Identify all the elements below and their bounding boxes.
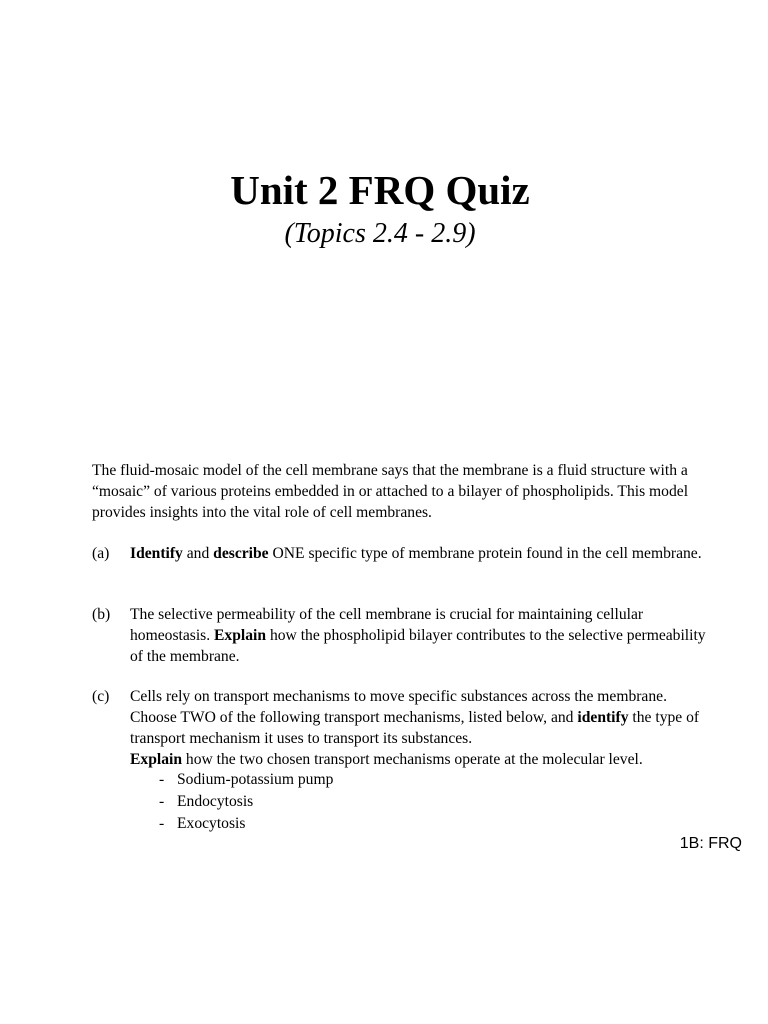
question-b-text-part1: The selective permeability of the cell membrane is crucial for maintaining cellular homeostasis.	[130, 606, 644, 644]
question-c-keyword-identify: identify	[577, 709, 629, 726]
question-a-label: (a)	[92, 545, 110, 562]
question-a	[92, 543, 712, 564]
transport-mechanism-list	[159, 769, 333, 835]
mechanism-endocytosis: Endocytosis	[177, 793, 254, 810]
list-item	[159, 769, 333, 791]
page-subtitle: (Topics 2.4 - 2.9)	[284, 218, 476, 249]
question-a-keyword-identify: Identify	[130, 545, 183, 562]
page-title: Unit 2 FRQ Quiz	[230, 167, 530, 213]
list-item	[159, 813, 333, 835]
question-c-text-part2: the type of transport mechanism it uses to transport its substances.	[130, 709, 700, 747]
question-c-text-part3: how the two chosen transport mechanisms operate at the molecular level.	[182, 751, 643, 768]
question-c-text	[130, 686, 712, 770]
question-a-text-part2: ONE specific type of membrane protein found in the cell membrane.	[268, 545, 702, 562]
question-b-keyword-explain: Explain	[214, 627, 267, 644]
list-bullet: -	[159, 815, 165, 832]
question-a-keyword-describe: describe	[213, 545, 269, 562]
question-c-text-part1: Cells rely on transport mechanisms to move specific substances across the membrane. Choose TWO of the following transport mechanisms, listed below, and	[130, 688, 667, 726]
question-b-text-part2: how the phospholipid bilayer contributes to the selective permeability of the membrane.	[130, 627, 706, 665]
question-b	[92, 604, 712, 667]
question-c-label: (c)	[92, 688, 110, 705]
mechanism-sodium-potassium-pump: Sodium-potassium pump	[177, 771, 334, 788]
list-bullet: -	[159, 771, 165, 788]
question-c-keyword-explain: Explain	[130, 751, 183, 768]
list-item	[159, 791, 333, 813]
question-b-text	[130, 604, 712, 667]
question-a-text	[130, 543, 712, 564]
question-a-text-part1: and	[182, 545, 214, 562]
question-c	[92, 686, 712, 770]
list-bullet: -	[159, 793, 165, 810]
intro-paragraph: The fluid-mosaic model of the cell membrane says that the membrane is a fluid structure with a “mosaic” of various proteins embedded in or attached to a bilayer of phospholipids. This model provides insights into the vital role of cell membranes.	[92, 462, 689, 521]
mechanism-exocytosis: Exocytosis	[177, 815, 246, 832]
page-code-label: 1B: FRQ	[679, 835, 742, 852]
question-b-label: (b)	[92, 606, 111, 623]
